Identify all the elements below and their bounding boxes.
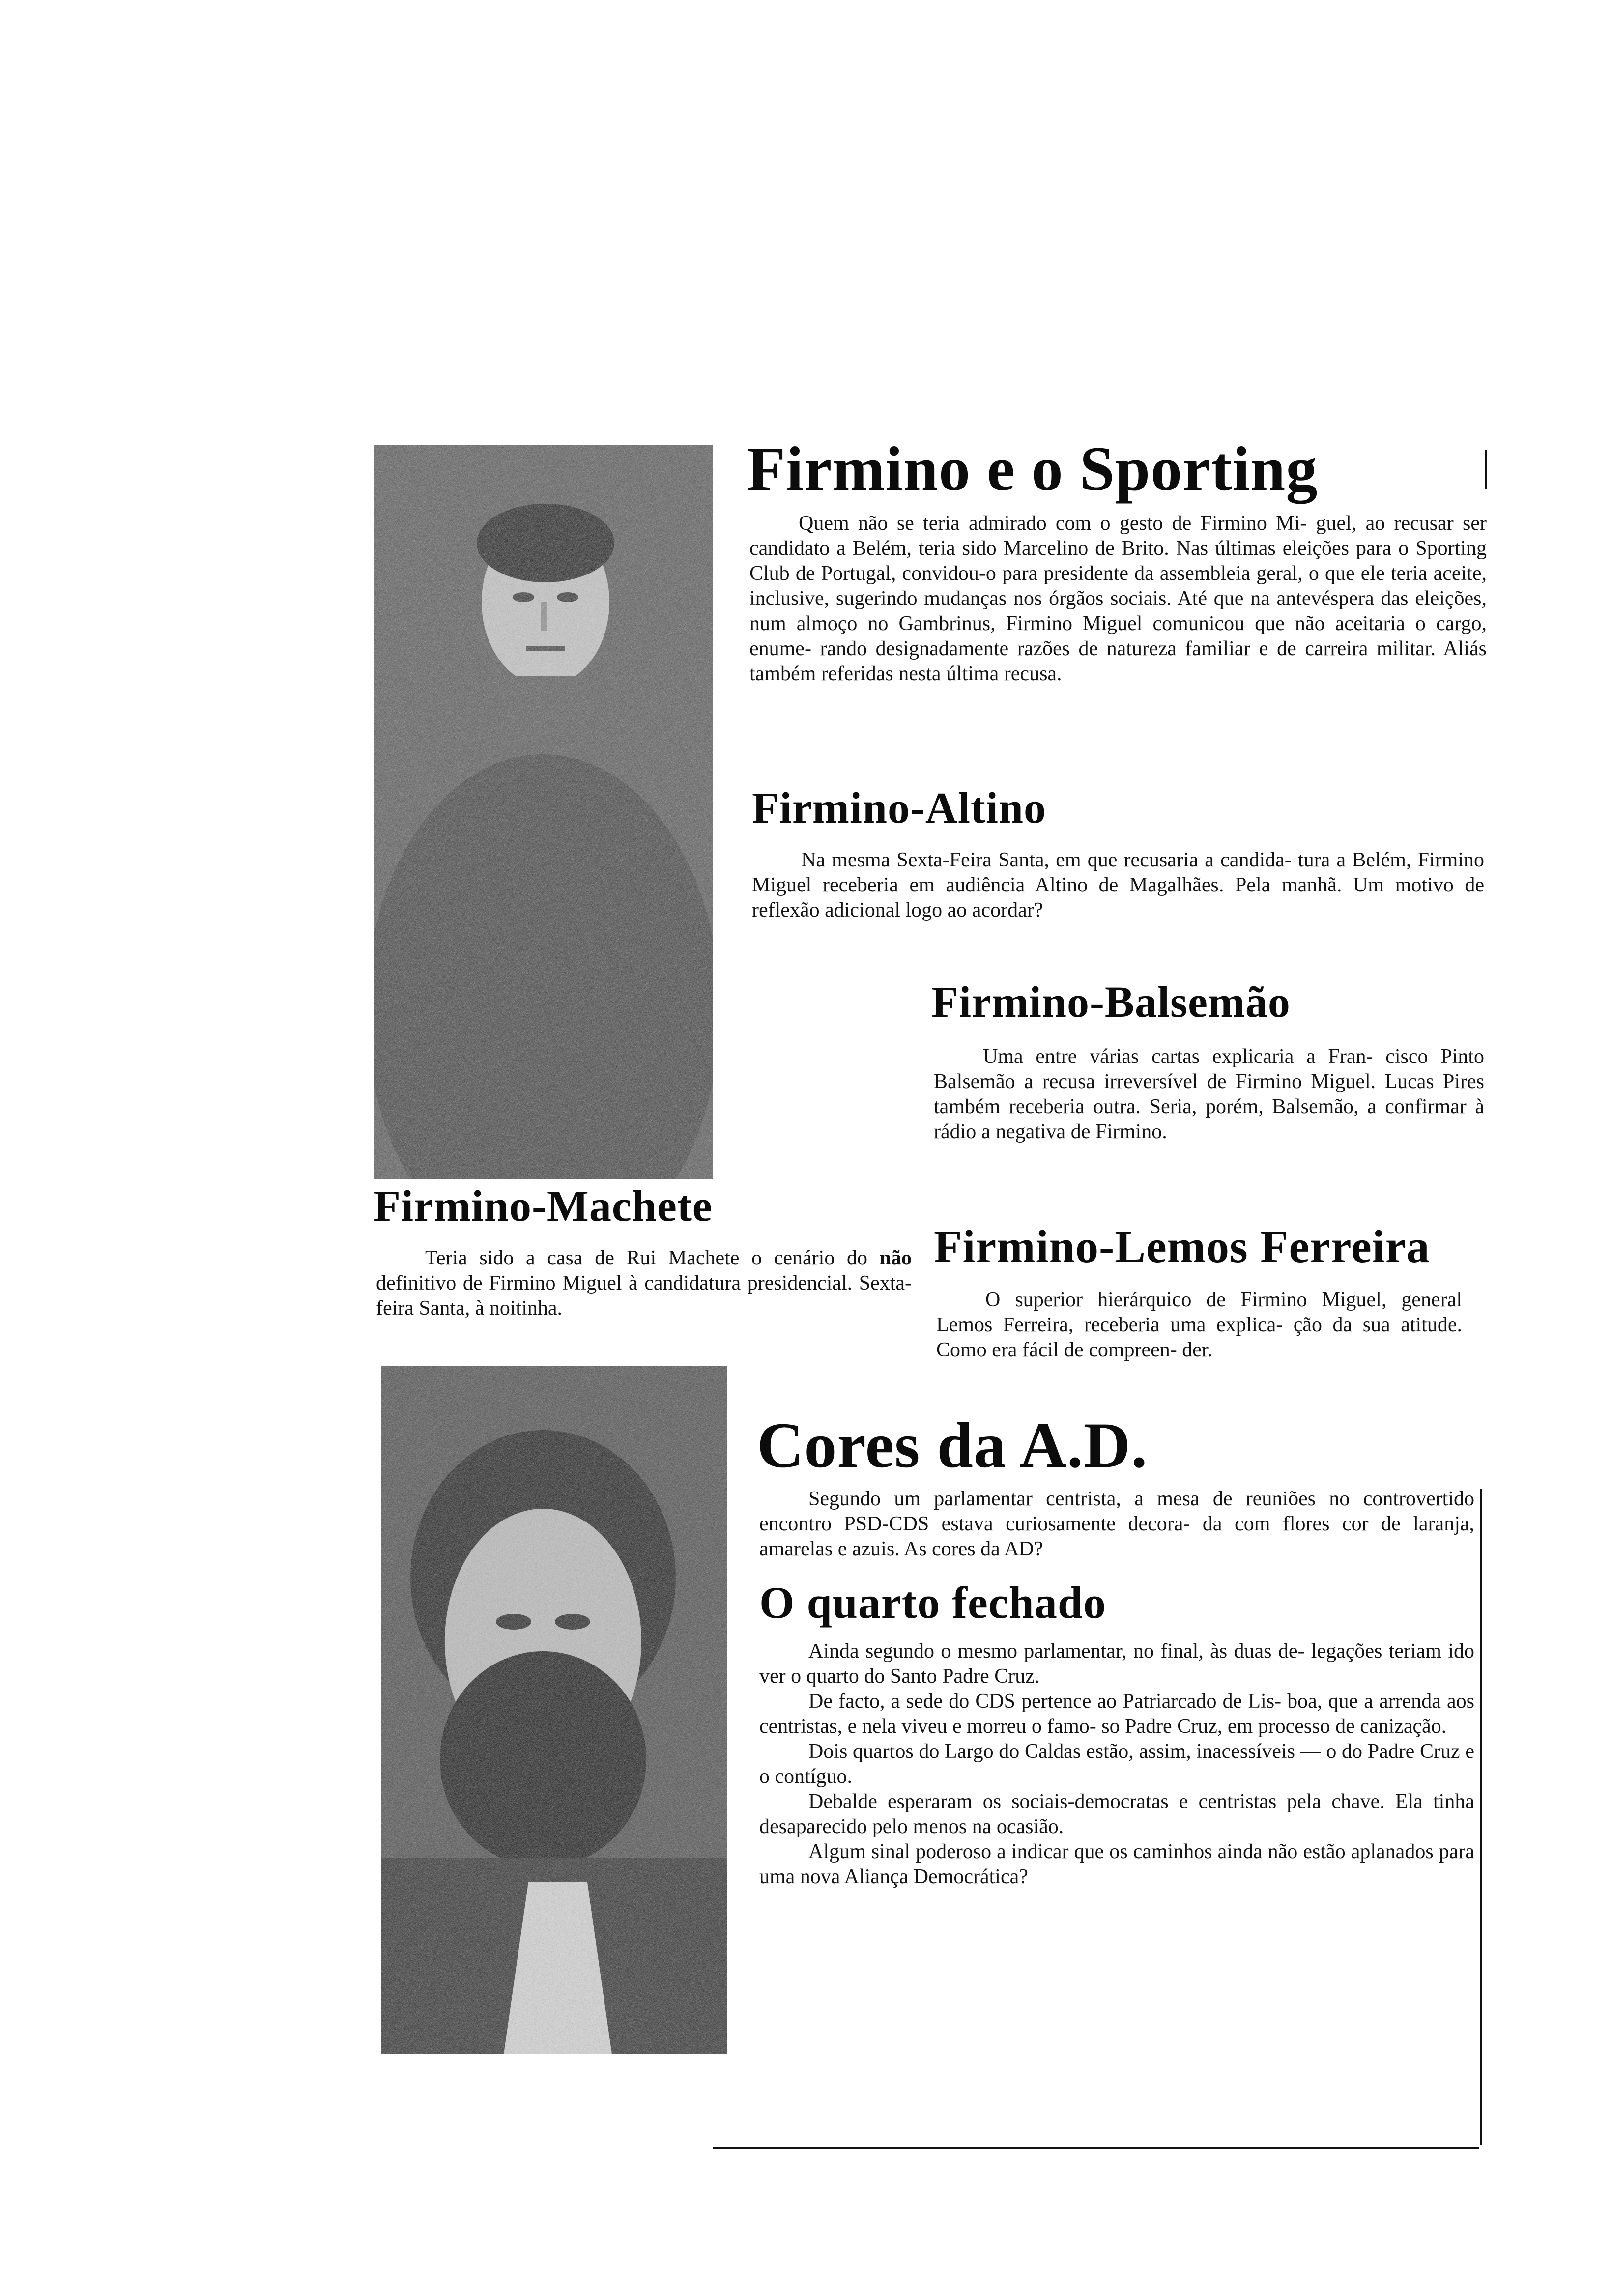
article-altino-text: Na mesma Sexta-Feira Santa, em que recusaria a candida- tura a Belém, Firmino Miguel receberia em audiência Altino de Magalhães. Pela manhã. Um motivo de reflexão adicional logo ao acordar? <box>752 849 1484 921</box>
article-quarto-paragraph: Dois quartos do Largo do Caldas estão, assim, inacessíveis — o do Padre Cruz e o contíguo. <box>759 1740 1474 1788</box>
article-machete-text-end: definitivo de Firmino Miguel à candidatura presidencial. Sexta-feira Santa, à noitinha. <box>376 1272 912 1320</box>
photo-rui-machete <box>381 1366 727 2054</box>
article-quarto-paragraph: De facto, a sede do CDS pertence ao Patriarcado de Lis- boa, que a arrenda aos centristas, e nela viveu e morreu o famo- so Padre Cruz, em processo de canização. <box>759 1690 1474 1738</box>
article-quarto-body <box>759 1639 1474 1890</box>
headline-firmino-lemos-ferreira: Firmino-Lemos Ferreira <box>934 1221 1430 1272</box>
article-machete-paragraph <box>376 1246 912 1321</box>
box-rule-right <box>1480 1489 1482 2145</box>
headline-o-quarto-fechado: O quarto fechado <box>759 1578 1106 1628</box>
article-quarto-paragraph: Debalde esperaram os sociais-democratas e centristas pela chave. Ela tinha desaparecido pelo menos na ocasião. <box>759 1790 1474 1838</box>
article-lemos-text: O superior hierárquico de Firmino Miguel, general Lemos Ferreira, receberia uma explica- ção da sua atitude. Como era fácil de compreen- der. <box>936 1289 1462 1361</box>
article-machete-text-bold: não <box>879 1247 912 1269</box>
headline-firmino-altino: Firmino-Altino <box>752 784 1046 832</box>
article-machete-body <box>376 1246 912 1321</box>
article-altino-body <box>752 848 1484 923</box>
box-rule-bottom <box>713 2147 1479 2149</box>
article-balsemao-text: Uma entre várias cartas explicaria a Fran- cisco Pinto Balsemão a recusa irreversível de Firmino Miguel. Lucas Pires também receberia outra. Seria, porém, Balsemão, a confirmar à rádio a negativa de Firmino. <box>934 1045 1484 1143</box>
article-cores-body <box>759 1487 1474 1562</box>
article-quarto-paragraph: Ainda segundo o mesmo parlamentar, no final, às duas de- legações teriam ido ver o quarto do Santo Padre Cruz. <box>759 1640 1474 1688</box>
photo-firmino-miguel <box>374 445 713 1179</box>
headline-firmino-balsemao: Firmino-Balsemão <box>931 978 1291 1027</box>
headline-firmino-machete: Firmino-Machete <box>374 1182 713 1231</box>
article-sporting-text: Quem não se teria admirado com o gesto de Firmino Mi- guel, ao recusar ser candidato a Belém, teria sido Marcelino de Brito. Nas últimas eleições para o Sporting Club de Portugal, convidou-o para presidente da assembleia geral, o que ele teria aceite, inclusive, sugerindo mudanças nos órgãos sociais. Até que na antevéspera das eleições, num almoço no Gambrinus, Firmino Miguel comunicou que não aceitaria o cargo, enume- rando designadamente razões de natureza familiar e de carreira militar. Aliás também referidas nesta última recusa. <box>749 512 1487 685</box>
article-sporting-body <box>749 511 1487 687</box>
headline-cores-da-ad: Cores da A.D. <box>757 1409 1148 1481</box>
headline-firmino-sporting: Firmino e o Sporting <box>747 434 1318 504</box>
column-rule <box>1485 450 1487 489</box>
article-balsemao-body <box>934 1044 1484 1145</box>
article-lemos-body <box>936 1288 1462 1363</box>
article-cores-text: Segundo um parlamentar centrista, a mesa de reuniões no controvertido encontro PSD-CDS estava curiosamente decora- da com flores cor de laranja, amarelas e azuis. As cores da AD? <box>759 1488 1474 1560</box>
article-quarto-paragraph: Algum sinal poderoso a indicar que os caminhos ainda não estão aplanados para uma nova Aliança Democrática? <box>759 1840 1474 1888</box>
article-machete-text-start: Teria sido a casa de Rui Machete o cenário do <box>425 1247 880 1269</box>
